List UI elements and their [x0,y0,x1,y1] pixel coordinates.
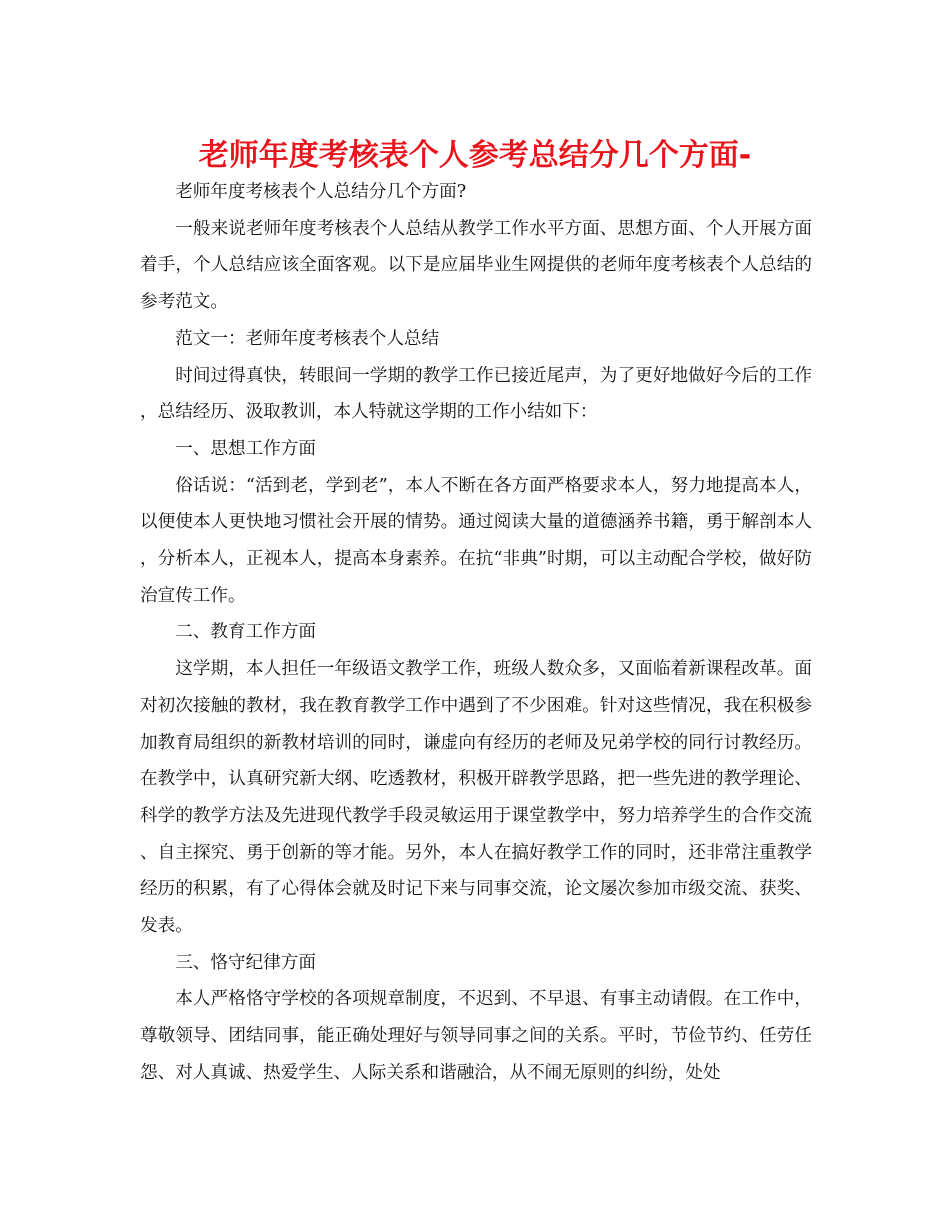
paragraph-ideology: 俗话说：“活到老，学到老”，本人不断在各方面严格要求本人，努力地提高本人，以便使本人更快地习惯社会开展的情势。通过阅读大量的道德涵养书籍，勇于解剖本人，分析本人，正视本人，提高本身素养。在抗“非典”时期，可以主动配合学校，做好防治宣传工作。 [140,475,812,606]
paragraph-education: 这学期，本人担任一年级语文教学工作，班级人数众多，又面临着新课程改革。面对初次接触的教材，我在教育教学工作中遇到了不少困难。针对这些情况，我在积极参加教育局组织的新教材培训的同时，谦虚向有经历的老师及兄弟学校的同行讨教经历。在教学中，认真研究新大纲、吃透教材，积极开辟教学思路，把一些先进的教学理论、科学的教学方法及先进现代教学手段灵敏运用于课堂教学中，努力培养学生的合作交流、自主探究、勇于创新的等才能。另外，本人在搞好教学工作的同时，还非常注重教学经历的积累，有了心得体会就及时记下来与同事交流，论文屡次参加市级交流、获奖、发表。 [140,659,812,937]
paragraph-question: 老师年度考核表个人总结分几个方面? [175,182,467,202]
paragraph-opening: 时间过得真快，转眼间一学期的教学工作已接近尾声，为了更好地做好今后的工作，总结经历、汲取教训，本人特就这学期的工作小结如下： [140,365,812,423]
paragraph-sample-heading: 范文一：老师年度考核表个人总结 [175,328,440,349]
section-heading-ideology: 一、思想工作方面 [175,438,316,459]
document-title: 老师年度考核表个人参考总结分几个方面- [198,138,752,173]
paragraph-intro: 一般来说老师年度考核表个人总结从教学工作水平方面、思想方面、个人开展方面着手，个人总结应该全面客观。以下是应届毕业生网提供的老师年度考核表个人总结的参考范文。 [140,218,812,313]
document-body [140,174,812,1092]
paragraph-discipline: 本人严格恪守学校的各项规章制度，不迟到、不早退、有事主动请假。在工作中，尊敬领导、团结同事，能正确处理好与领导同事之间的关系。平时，节俭节约、任劳任怨、对人真诚、热爱学生、人际关系和谐融洽，从不闹无原则的纠纷，处处 [140,989,812,1083]
section-heading-discipline: 三、恪守纪律方面 [175,952,316,973]
section-heading-education: 二、教育工作方面 [175,622,316,643]
